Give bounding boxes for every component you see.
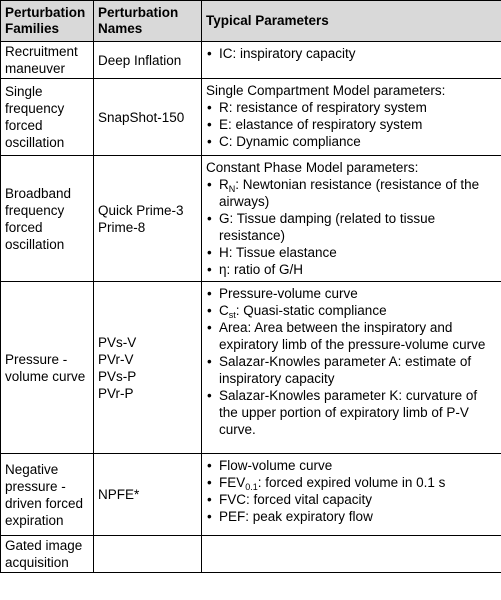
perturbation-family-cell: Single frequency forced oscillation bbox=[1, 79, 94, 156]
perturbation-names-cell bbox=[94, 454, 202, 536]
model-intro: Constant Phase Model parameters: bbox=[206, 160, 419, 175]
perturbation-name: PVs-P bbox=[98, 368, 137, 384]
parameter-text: R: resistance of respiratory system bbox=[219, 100, 427, 115]
parameter-item bbox=[206, 474, 497, 491]
perturbation-names-cell bbox=[94, 282, 202, 454]
parameter-text: Salazar-Knowles parameter K: curvature of the upper portion of expiratory limb of P-V curve. bbox=[219, 388, 478, 437]
typical-parameters-cell bbox=[202, 79, 501, 156]
perturbation-name: PVr-P bbox=[98, 385, 134, 401]
typical-parameters-cell bbox=[202, 156, 501, 282]
table-body bbox=[1, 42, 501, 573]
parameter-item bbox=[206, 210, 497, 244]
parameter-text: C bbox=[219, 303, 229, 318]
parameter-subscript: st bbox=[228, 310, 236, 320]
parameter-list bbox=[206, 457, 497, 525]
parameter-text: Salazar-Knowles parameter A: estimate of inspiratory capacity bbox=[219, 354, 472, 386]
parameter-item bbox=[206, 319, 497, 353]
table-row bbox=[1, 536, 501, 573]
perturbation-family-cell: Pressure - volume curve bbox=[1, 282, 94, 454]
table-row bbox=[1, 79, 501, 156]
perturbation-names-cell bbox=[94, 536, 202, 573]
perturbation-names-cell bbox=[94, 42, 202, 79]
header-families: Perturbation Families bbox=[1, 1, 94, 42]
perturbation-names-cell bbox=[94, 79, 202, 156]
header-names: Perturbation Names bbox=[94, 1, 202, 42]
perturbation-family-cell: Recruitment maneuver bbox=[1, 42, 94, 79]
parameter-text: PEF: peak expiratory flow bbox=[219, 509, 373, 524]
typical-parameters-cell bbox=[202, 454, 501, 536]
parameter-subscript: 0.1 bbox=[245, 482, 258, 492]
parameter-item bbox=[206, 45, 497, 62]
perturbation-name: PVs-V bbox=[98, 334, 137, 350]
perturbation-family-cell: Broadband frequency forced oscillation bbox=[1, 156, 94, 282]
parameter-item bbox=[206, 353, 497, 387]
typical-parameters-cell bbox=[202, 536, 501, 573]
typical-parameters-cell bbox=[202, 42, 501, 79]
parameter-text: Pressure-volume curve bbox=[219, 286, 358, 301]
perturbation-name: PVr-V bbox=[98, 351, 134, 367]
parameter-list bbox=[206, 99, 497, 150]
parameter-item bbox=[206, 508, 497, 525]
parameter-text: FEV bbox=[219, 475, 246, 490]
parameter-text: Flow-volume curve bbox=[219, 458, 333, 473]
perturbation-family-cell: Gated image acquisition bbox=[1, 536, 94, 573]
parameter-text: IC: inspiratory capacity bbox=[219, 46, 356, 61]
perturbation-family-cell: Negative pressure - driven forced expiration bbox=[1, 454, 94, 536]
perturbation-names-cell bbox=[94, 156, 202, 282]
parameter-item bbox=[206, 176, 497, 210]
parameter-subscript: N bbox=[228, 184, 236, 194]
table-row bbox=[1, 282, 501, 454]
table-row bbox=[1, 454, 501, 536]
table-row bbox=[1, 42, 501, 79]
header-params: Typical Parameters bbox=[202, 1, 501, 42]
perturbation-name: SnapShot-150 bbox=[98, 109, 185, 125]
parameter-item bbox=[206, 99, 497, 116]
perturbation-name: NPFE* bbox=[98, 487, 140, 502]
parameter-text-continued: : Newtonian resistance (resistance of the airways) bbox=[219, 177, 480, 209]
parameter-text-continued: : Quasi-static compliance bbox=[235, 303, 387, 318]
model-intro: Single Compartment Model parameters: bbox=[206, 83, 446, 98]
parameter-item bbox=[206, 491, 497, 508]
parameter-text: FVC: forced vital capacity bbox=[219, 492, 373, 507]
parameter-item bbox=[206, 116, 497, 133]
perturbation-name: Prime-8 bbox=[98, 219, 146, 235]
parameter-item bbox=[206, 133, 497, 150]
parameter-text: R bbox=[219, 177, 229, 192]
typical-parameters-cell bbox=[202, 282, 501, 454]
parameter-text: C: Dynamic compliance bbox=[219, 134, 361, 149]
parameter-item bbox=[206, 457, 497, 474]
perturbation-name: Deep Inflation bbox=[98, 52, 182, 68]
parameter-text: η: ratio of G/H bbox=[219, 262, 304, 277]
parameter-text: G: Tissue damping (related to tissue resistance) bbox=[219, 211, 436, 243]
parameter-item bbox=[206, 261, 497, 278]
parameter-item bbox=[206, 387, 497, 438]
parameter-item bbox=[206, 302, 497, 319]
parameter-list bbox=[206, 176, 497, 278]
parameter-list bbox=[206, 45, 497, 62]
perturbation-name: Quick Prime-3 bbox=[98, 202, 184, 218]
parameter-text-continued: : forced expired volume in 0.1 s bbox=[257, 475, 446, 490]
table-row bbox=[1, 156, 501, 282]
parameter-item bbox=[206, 244, 497, 261]
parameter-text: Area: Area between the inspiratory and expiratory limb of the pressure-volume curve bbox=[219, 320, 486, 352]
header-row bbox=[1, 1, 501, 42]
parameter-text: H: Tissue elastance bbox=[219, 245, 337, 260]
parameter-item bbox=[206, 285, 497, 302]
parameter-text: E: elastance of respiratory system bbox=[219, 117, 423, 132]
parameter-list bbox=[206, 285, 497, 438]
